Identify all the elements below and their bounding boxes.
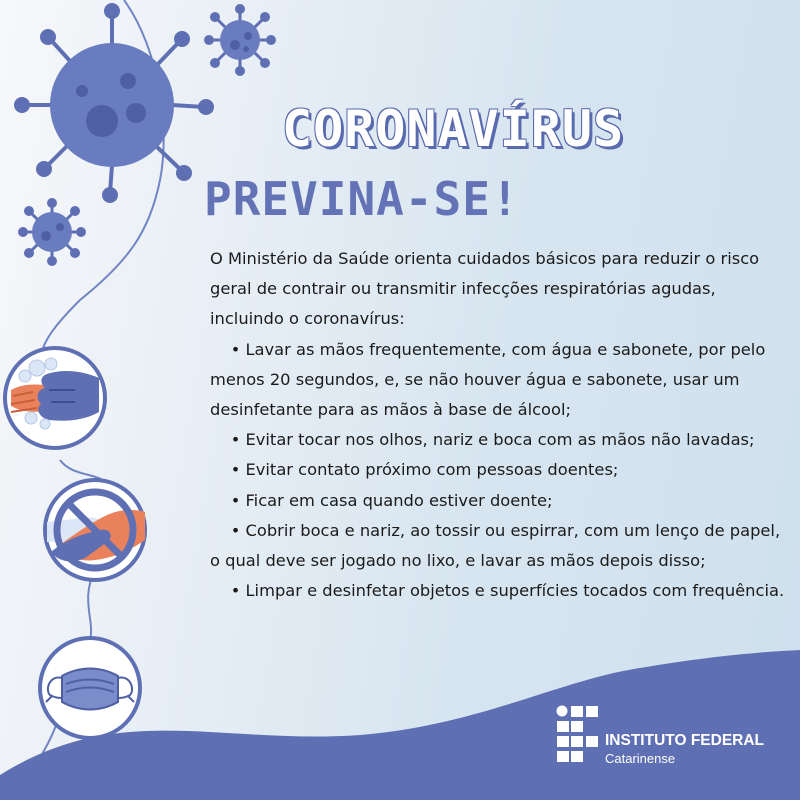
virus-small-icon [206, 6, 275, 75]
if-logo-icon [556, 705, 600, 765]
hand-washing-icon [5, 348, 105, 448]
institution-name: INSTITUTO FEDERAL [605, 732, 765, 749]
list-item: • Evitar tocar nos olhos, nariz e boca com as mãos não lavadas; [210, 425, 788, 455]
poster-title: CORONAVÍRUS [282, 100, 625, 158]
institution-campus: Catarinense [605, 751, 676, 766]
virus-small-icon [20, 200, 85, 265]
face-mask-icon [40, 638, 140, 738]
institution-logo [556, 705, 786, 775]
list-item: • Lavar as mãos frequentemente, com água e sabonete, por pelo menos 20 segundos, e, se não houver água e sabonete, usar um desinfetante para as mãos à base de álcool; [210, 335, 788, 426]
body-text [210, 244, 788, 606]
list-item: • Evitar contato próximo com pessoas doentes; [210, 455, 788, 485]
no-handshake-icon [45, 480, 145, 580]
virus-large-icon [16, 5, 212, 201]
list-item: • Ficar em casa quando estiver doente; [210, 486, 788, 516]
poster-subtitle: PREVINA-SE! [204, 172, 520, 226]
prevention-list [210, 335, 788, 607]
intro-paragraph: O Ministério da Saúde orienta cuidados básicos para reduzir o risco geral de contrair ou transmitir infecções respiratórias agudas, incluindo o coronavírus: [210, 249, 760, 329]
list-item: • Limpar e desinfetar objetos e superfícies tocados com frequência. [210, 576, 788, 606]
list-item: • Cobrir boca e nariz, ao tossir ou espirrar, com um lenço de papel, o qual deve ser jogado no lixo, e lavar as mãos depois disso; [210, 516, 788, 576]
